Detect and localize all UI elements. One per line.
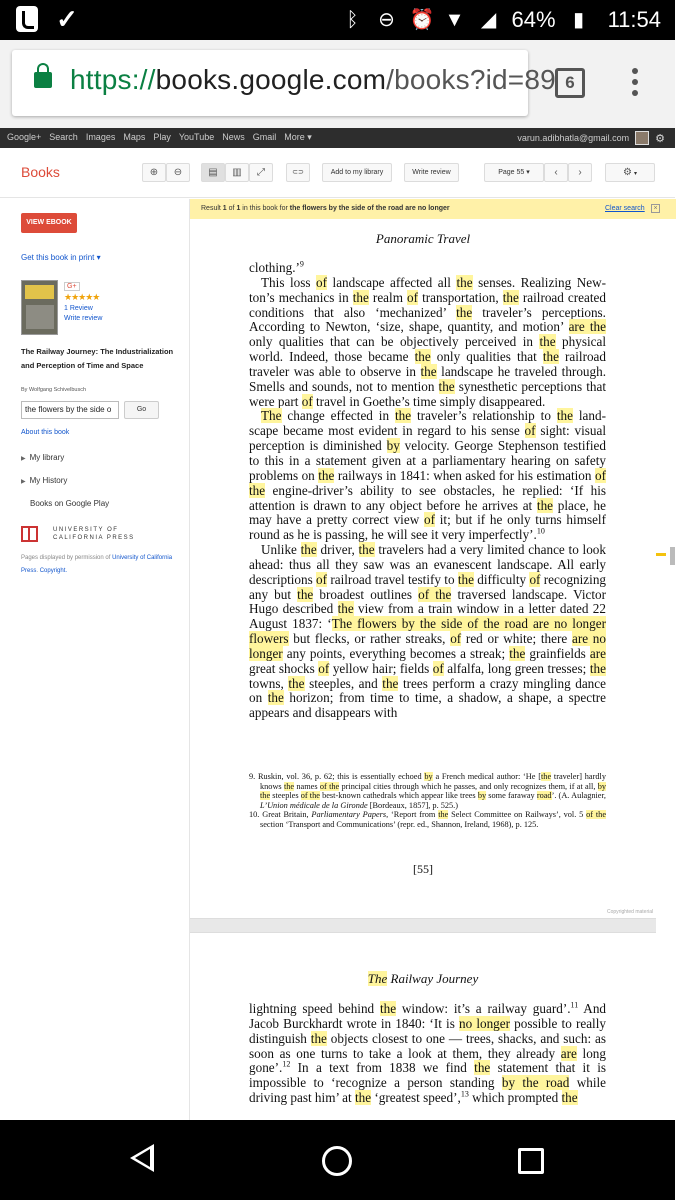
zoom-out-button[interactable]: [166, 163, 190, 182]
add-to-library-button[interactable]: Add to my library: [322, 163, 392, 182]
chevron-down-icon: ▾: [633, 171, 637, 177]
url-bar[interactable]: [12, 50, 556, 116]
search-query: the flowers by the side of the road are no longer: [289, 205, 450, 212]
footnotes: 9. Ruskin, vol. 36, p. 62; this is essentially echoed by a French medical author: ‘He [the traveler] hardly knows the names of the principal cities through which he passes, and only recognizes them, if at all, by the steeples of the best-known cathedrals which appear like trees by some faraway road’. (A. Aulagnier, L’Union médicale de la Gironde [Bordeaux, 1857], p. 525.) 10. Great Britain, Parliamentary Papers, ‘Report from the Select Committee on Railways’, vol. 5 of the section ‘Transport and Communications’ (repr. ed., Shannon, Ireland, 1968), p. 125.: [249, 772, 607, 829]
search-go-button[interactable]: Go: [124, 401, 159, 419]
copyright-link[interactable]: Copyright.: [39, 568, 68, 574]
link-button[interactable]: [286, 163, 310, 182]
gbar-link-search[interactable]: Search: [49, 132, 78, 142]
two-page-icon: ▥: [232, 167, 242, 178]
system-nav-bar: [0, 1120, 675, 1200]
triangle-right-icon: ▶: [21, 456, 26, 462]
fullscreen-button[interactable]: [249, 163, 273, 182]
university-seal-icon: [21, 526, 38, 542]
google-bar: [0, 128, 675, 148]
account-email[interactable]: varun.adibhatla@gmail.com: [517, 133, 630, 143]
check-icon: ✓: [56, 4, 78, 34]
zoom-in-button[interactable]: [142, 163, 166, 182]
rating-stars: ★★★★★: [64, 292, 100, 302]
sidebar: [0, 199, 189, 1120]
chevron-left-icon: ‹: [554, 167, 558, 178]
publisher-link[interactable]: University of California Press: [21, 555, 173, 574]
gbar-link-googleplus[interactable]: Google+: [7, 132, 42, 142]
page-body-text: clothing.’$^9$ This loss of landscape affected all the senses. Realizing Newton’s mechanics in the realm of transportation, the railroad created conditions that also ‘mechanized’ the traveler’s perceptions. According to Newton, ‘size, shape, quantity, and motion’ are the only qualities that can be objectively perceived in the physical world. Indeed, those became the only qualities that the railroad traveler was able to observe in the landscape he traveled through. Smells and sounds, not to mention the synesthetic perceptions that were part of travel in Goethe’s time simply disappeared. The change effected in the traveler’s relationship to the landscape became most evident in regard to his sense of sight: visual perception is diminished by velocity. George Stephenson testified to this in a statement given at a parliamentary hearing on safety problems on the railways in 1841: when asked for his estimation of the engine-driver’s ability to see obstacles, he replied: ‘If his attention is drawn to any object before he arrives at the place, he may have a pretty correct view of it; but if he only turns himself round as he is passing, he will see it very imperfectly’.$^{10}$ Unlike the driver, the travelers had a very limited chance to look ahead: thus all they saw was an evanescent landscape. All early descriptions of railroad travel testify to the difficulty of recognizing any but the broadest outlines of the traversed landscape. Victor Hugo described the view from a train window in a letter dated 22 August 1837: ‘The flowers by the side of the road are no longer flowers but flecks, or rather streaks, of red or white; there are no longer any points, everything becomes a streak; the grainfields are great shocks of yellow hair; fields of alfalfa, long green tresses; the towns, the steeples, and the trees perform a crazy mingling dance on the horizon; from time to time, a shadow, a shape, a spectre appears and disappears with: [249, 259, 607, 721]
signal-icon: ◢: [480, 9, 497, 31]
browser-menu-icon[interactable]: [632, 68, 640, 100]
books-logo[interactable]: Books: [21, 164, 60, 180]
book-reader[interactable]: [189, 199, 675, 1120]
book-cover[interactable]: [21, 280, 58, 335]
book-author: By Wolfgang Schivelbusch: [21, 387, 87, 393]
chevron-right-icon: ›: [578, 167, 582, 178]
books-on-google-play-link[interactable]: Books on Google Play: [30, 499, 110, 508]
bluetooth-icon: ᛒ: [346, 9, 359, 31]
gbar-link-news[interactable]: News: [222, 132, 245, 142]
book-title: The Railway Journey: The Industrialization and Perception of Time and Space: [21, 347, 174, 370]
url-scheme: https://: [70, 64, 156, 95]
url-host: books.google.com: [155, 64, 387, 95]
battery-icon: ▮: [573, 9, 585, 31]
reviews-link[interactable]: 1 Review: [64, 305, 93, 312]
next-page-button[interactable]: [568, 163, 592, 182]
close-icon[interactable]: ×: [651, 204, 660, 213]
clear-search-link[interactable]: Clear search: [605, 205, 645, 212]
wifi-icon: ▼: [444, 9, 465, 31]
page-scroll-track[interactable]: [656, 219, 676, 1129]
url-text[interactable]: [70, 64, 556, 96]
settings-menu-button[interactable]: [605, 163, 655, 182]
recent-apps-icon[interactable]: [518, 1148, 544, 1174]
battery-level: 64%: [511, 7, 556, 32]
gbar-link-youtube[interactable]: YouTube: [178, 132, 215, 142]
search-result-text: Result 1 of 1 in this book for the flowers by the side of the road are no longer: [201, 205, 450, 212]
gbar-link-play[interactable]: Play: [153, 132, 171, 142]
get-book-in-print-link[interactable]: Get this book in print ▾: [21, 253, 101, 262]
home-icon[interactable]: [322, 1146, 352, 1176]
back-icon[interactable]: [130, 1144, 154, 1172]
view-ebook-button[interactable]: VIEW EBOOK: [21, 213, 77, 233]
scrollbar-thumb[interactable]: [670, 547, 675, 565]
search-result-bar: [190, 199, 676, 219]
zoom-out-icon: ⊖: [173, 167, 183, 178]
page-body-text: lightning speed behind the window: it’s a railway guard’.$^{11}$ And Jacob Burckhardt wrote in 1840: ‘It is no longer possible to really distinguish the objects closest to one — trees, shacks, and such: as soon as one turns to take a look at them, they already are long gone’.$^{12}$ In a text from 1838 we find the statement that it is impossible to ‘recognize a person standing by the road while driving past him’ at the ‘greatest speed’,$^{13}$ which prompted the: [249, 1000, 607, 1106]
gbar-link-images[interactable]: Images: [85, 132, 116, 142]
phone-icon: [16, 6, 38, 32]
link-icon: ⊂⊃: [292, 169, 304, 176]
gbar-link-more[interactable]: More ▾: [284, 132, 312, 142]
page-separator: [190, 919, 676, 932]
single-page-view-button[interactable]: [201, 163, 225, 182]
search-hit-marker: [656, 553, 666, 556]
sidebar-item-my-history[interactable]: [21, 476, 67, 485]
previous-page-button[interactable]: [544, 163, 568, 182]
gear-icon[interactable]: ⚙: [655, 132, 665, 145]
publisher-name: UNIVERSITY OF CALIFORNIA PRESS: [53, 527, 135, 541]
book-page: [190, 219, 656, 919]
clock: 11:54: [607, 7, 661, 32]
sidebar-item-label: My library: [29, 453, 65, 462]
gbar-link-maps[interactable]: Maps: [123, 132, 146, 142]
search-in-book-input[interactable]: the flowers by the side o: [21, 401, 119, 419]
books-toolbar: [0, 148, 675, 198]
url-path: /books?id=89: [386, 64, 556, 95]
gplus-button[interactable]: G+: [64, 282, 80, 291]
avatar[interactable]: [635, 131, 649, 145]
sidebar-item-my-library[interactable]: [21, 453, 64, 462]
gear-icon: ⚙: [623, 167, 632, 178]
tab-switcher-button[interactable]: 6: [555, 68, 585, 98]
permission-notice: Pages displayed by permission of University of California Press. Copyright.: [21, 555, 173, 574]
do-not-disturb-icon: ⊖: [378, 9, 395, 31]
status-bar: [0, 0, 675, 40]
alarm-icon: ⏰: [409, 9, 435, 31]
gbar-link-gmail[interactable]: Gmail: [252, 132, 277, 142]
browser-toolbar: [0, 40, 675, 128]
zoom-in-icon: ⊕: [149, 167, 159, 178]
triangle-right-icon: ▶: [21, 479, 26, 485]
fullscreen-icon: ⤢: [257, 167, 265, 178]
about-this-book-link[interactable]: About this book: [21, 429, 70, 436]
copyright-watermark: Copyrighted material: [607, 909, 654, 915]
sidebar-item-label: My History: [29, 476, 68, 485]
single-page-icon: ▤: [208, 167, 218, 178]
page-number: [55]: [413, 862, 433, 876]
lock-icon: [34, 72, 52, 88]
book-page: [190, 932, 656, 1132]
write-review-link[interactable]: Write review: [64, 315, 103, 322]
running-head: Panoramic Travel: [375, 231, 471, 246]
write-review-button[interactable]: Write review: [404, 163, 459, 182]
two-page-view-button[interactable]: [225, 163, 249, 182]
page-select[interactable]: Page 55 ▾: [484, 163, 544, 182]
running-head: The Railway Journey: [367, 971, 479, 986]
